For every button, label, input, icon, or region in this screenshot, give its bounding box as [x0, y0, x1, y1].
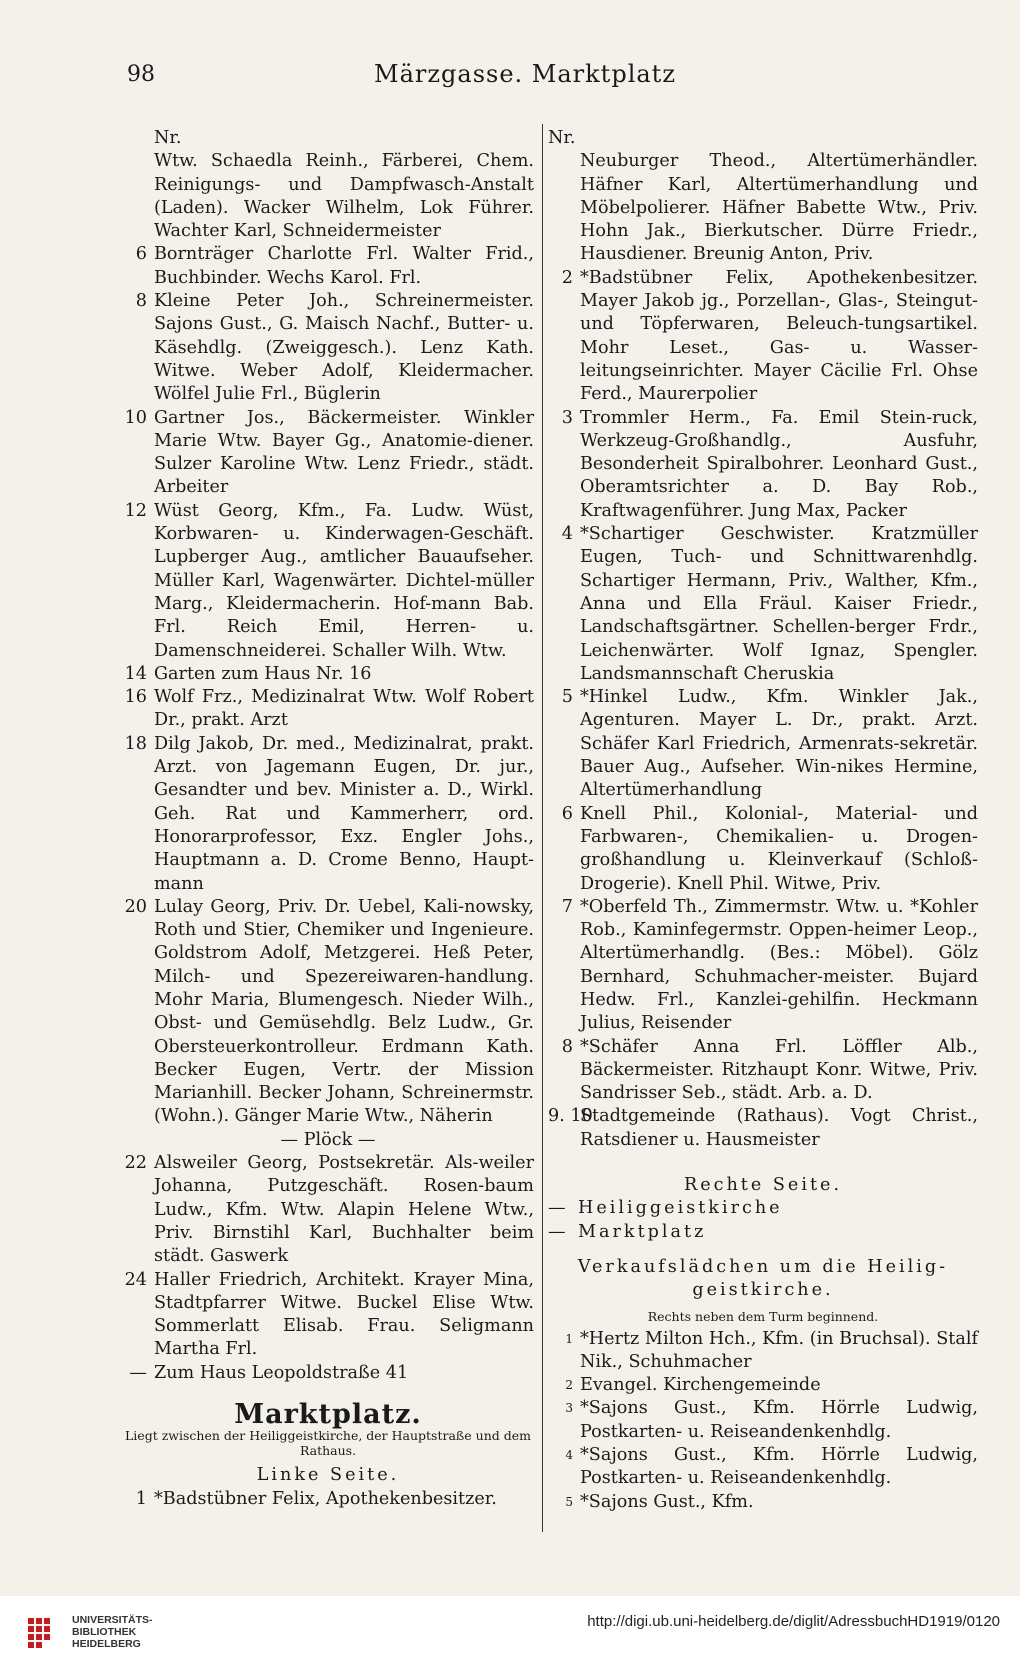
left-entries-2 [122, 1152, 534, 1385]
entry-row [122, 407, 534, 500]
page-number: 98 [127, 62, 155, 87]
house-number: 1 [135, 1488, 147, 1509]
house-number: 10 [124, 407, 147, 428]
entry-text: Haller Friedrich, Architekt. Krayer Mina, Stadtpfarrer Witwe. Buckel Elise Wtw. Sommerlatt Elisab. Frau. Seligmann Martha Frl. [154, 1269, 534, 1360]
entry-text: Wolf Frz., Medizinalrat Wtw. Wolf Robert Dr., prakt. Arzt [154, 687, 534, 731]
house-number: 18 [124, 733, 147, 754]
house-number: 6 [561, 803, 573, 824]
entry-row [122, 243, 534, 290]
marktplatz-heading: Marktplatz. [234, 1399, 422, 1431]
entry-text: Neuburger Theod., Altertümerhändler. Häfner Karl, Altertümerhandlung und Möbelpolierer. Häfner Babette Wtw., Priv. Hohn Jak., Bierkutscher. Dürre Friedr., Hausdiener. Breunig Anton, Priv. [580, 151, 978, 265]
house-number: 7 [561, 896, 573, 917]
entry-text: Wtw. Schaedla Reinh., Färberei, Chem. Reinigungs- und Dampfwasch-Anstalt (Laden). Wacker Wilhelm, Lok Führer. Wachter Karl, Schneidermeister [154, 151, 534, 242]
entry-row [122, 500, 534, 663]
verkauf-heading: Verkaufslädchen um die Heilig-geistkirche. [577, 1256, 949, 1301]
column-divider [542, 124, 543, 1532]
entry-text: Stadtgemeinde (Rathaus). Vogt Christ., Ratsdiener u. Hausmeister [580, 1106, 978, 1150]
footer-bar [0, 1596, 1020, 1671]
entry-text: *Hertz Milton Hch., Kfm. (in Bruchsal). Stalf Nik., Schuhmacher [580, 1328, 978, 1372]
entry-row [548, 267, 978, 407]
house-number: 22 [124, 1153, 147, 1174]
entry-text: Garten zum Haus Nr. 16 [154, 663, 372, 684]
entry-text: *Sajons Gust., Kfm. [580, 1491, 754, 1512]
entry-text: Knell Phil., Kolonial-, Material- und Farbwaren-, Chemikalien- u. Drogen-großhandlung u. Kleinverkauf (Schloß-Drogerie). Knell Phil. Witwe, Priv. [580, 803, 978, 894]
dash-row [548, 1221, 978, 1244]
entry-text: Kleine Peter Joh., Schreinermeister. Sajons Gust., G. Maisch Nachf., Butter- u. Käsehdlg. (Zweiggesch.). Lenz Kath. Witwe. Weber Adolf, Kleidermacher. Wölfel Julie Frl., Büglerin [154, 291, 534, 405]
entry-text: *Schäfer Anna Frl. Löffler Alb., Bäckermeister. Ritzhaupt Konr. Witwe, Priv. Sandrisser Seb., städt. Arb. a. D. [580, 1036, 978, 1104]
house-number: 8 [561, 1036, 573, 1057]
entry-text: Gartner Jos., Bäckermeister. Winkler Marie Wtw. Bayer Gg., Anatomie-diener. Sulzer Karoline Wtw. Lenz Friedr., städt. Arbeiter [154, 407, 534, 498]
entry-row [548, 896, 978, 1036]
house-number: 16 [124, 687, 147, 708]
house-number: 4 [561, 524, 573, 545]
entry-row [122, 1488, 534, 1511]
entry-row [548, 1036, 978, 1106]
entry-row [122, 733, 534, 896]
small-entries [548, 1328, 978, 1514]
house-number: 5 [561, 687, 573, 708]
entry-row [122, 1269, 534, 1362]
entry-text: *Schartiger Geschwister. Kratzmüller Eugen, Tuch- und Schnittwarenhdlg. Schartiger Hermann, Priv., Walther, Kfm., Anna und Ella Fräul. Kaiser Friedr., Landschaftsgärtner. Schellen-berger Frdr., Leichenwärter. Wolf Ignaz, Spengler. Landsmannschaft Cheruskia [580, 524, 978, 684]
entry-row [122, 896, 534, 1129]
entry-text: Zum Haus Leopoldstraße 41 [154, 1362, 409, 1383]
dash: — [548, 1221, 566, 1242]
entry-text: *Badstübner Felix, Apothekenbesitzer. Mayer Jakob jg., Porzellan-, Glas-, Steingut- und Töpferwaren, Beleuch-tungsartikel. Mohr Leset., Gas- u. Wasser-leitungseinrichter. Mayer Cäcilie Frl. Ohse Ferd., Maurerpolier [580, 267, 978, 405]
entry-text: Wüst Georg, Kfm., Fa. Ludw. Wüst, Korbwaren- u. Kinderwagen-Geschäft. Lupberger Aug., amtlicher Bauaufseher. Müller Karl, Wagenwärter. Dichtel-müller Marg., Kleidermacherin. Hof-mann Bab. Frl. Reich Emil, Herren- u. Damenschneiderei. Schaller Wilh. Wtw. [154, 500, 534, 661]
house-number [548, 150, 580, 266]
entry-row [122, 686, 534, 733]
entry-row [122, 663, 534, 686]
entry-row [548, 407, 978, 523]
right-entries [548, 150, 978, 1152]
marktplatz-label: Marktplatz [578, 1221, 707, 1242]
house-number: 12 [124, 500, 147, 521]
house-number: 2 [565, 1378, 573, 1393]
entry-text: *Oberfeld Th., Zimmermstr. Wtw. u. *Kohler Rob., Kaminfegermstr. Oppen-heimer Leop., Altertümerhandlg. (Bes.: Möbel). Gölz Bernhard, Schuhmacher-meister. Bujard Hedw. Frl., Kanzlei-gehilfin. Heckmann Julius, Reisender [580, 896, 978, 1034]
house-number: 14 [124, 663, 147, 684]
entry-text: *Badstübner Felix, Apothekenbesitzer. [154, 1488, 497, 1509]
house-number: 4 [565, 1448, 573, 1463]
entry-row [548, 523, 978, 686]
entry-text: Trommler Herm., Fa. Emil Stein-ruck, Werkzeug-Großhandlg., Ausfuhr, Besonderheit Spiralbohrer. Leonhard Gust., Oberamtsrichter a. D. Bay Rob., Kraftwagenführer. Jung Max, Packer [580, 407, 978, 521]
entry-row [122, 1362, 534, 1385]
house-number: 3 [561, 407, 573, 428]
house-number: 5 [565, 1494, 573, 1509]
dash: — [548, 1198, 566, 1219]
entry-text: Evangel. Kirchengemeinde [580, 1375, 821, 1396]
left-entries [122, 150, 534, 1128]
left-column [122, 127, 534, 1511]
entry-text: Lulay Georg, Priv. Dr. Uebel, Kali-nowsky, Roth und Stier, Chemiker und Ingenieure. Goldstrom Adolf, Metzgerei. Heß Peter, Milch- und Spezereiwaren-handlung. Mohr Maria, Blumengesch. Nieder Wilh., Obst- und Gemüsehdlg. Belz Ludw., Gr. Obersteuerkontrolleur. Erdmann Kath. Becker Eugen, Vertr. der Mission Marianhill. Becker Johann, Schreinermstr. (Wohn.). Gänger Marie Wtw., Näherin [154, 896, 534, 1127]
entry-text: *Sajons Gust., Kfm. Hörrle Ludwig, Postkarten- u. Reiseandenkenhdlg. [580, 1445, 978, 1489]
rechte-seite-heading: Rechte Seite. [683, 1175, 843, 1196]
house-number: 24 [124, 1269, 147, 1290]
linke-seite-heading: Linke Seite. [256, 1465, 400, 1486]
verkauf-subheading: Rechts neben dem Turm beginnend. [647, 1308, 879, 1324]
entry-row [548, 1105, 978, 1152]
entry-row [122, 290, 534, 406]
entry-row [122, 1152, 534, 1268]
entry-row [548, 1397, 978, 1444]
entry-text: *Sajons Gust., Kfm. Hörrle Ludwig, Postkarten- u. Reiseandenkenhdlg. [580, 1398, 978, 1442]
entry-row [122, 150, 534, 243]
page-title: Märzgasse. Marktplatz [374, 60, 676, 88]
ploeck-heading: — Plöck — [280, 1129, 376, 1150]
house-number: 20 [124, 896, 147, 917]
house-number: 1 [565, 1331, 573, 1346]
house-number [122, 150, 154, 243]
entry-text: Dilg Jakob, Dr. med., Medizinalrat, prakt. Arzt. von Jagemann Eugen, Dr. jur., Gesandter und bev. Minister a. D., Wirkl. Geh. Rat und Kammerherr, ord. Honorarprofessor, Exz. Engler Johs., Hauptmann a. D. Crome Benno, Haupt-mann [154, 733, 534, 894]
house-number: 3 [565, 1401, 573, 1416]
dash-row [548, 1197, 978, 1220]
nr-label: Nr. [154, 128, 182, 148]
entry-row [548, 1328, 978, 1375]
nr-label: Nr. [548, 128, 576, 148]
house-number: 6 [135, 244, 147, 265]
right-column [548, 127, 978, 1514]
entry-text: Bornträger Charlotte Frl. Walter Frid., Buchbinder. Wechs Karol. Frl. [154, 244, 534, 288]
entry-row [548, 1444, 978, 1491]
source-url[interactable]: http://digi.ub.uni-heidelberg.de/diglit/AdressbuchHD1919/0120 [587, 1613, 1000, 1630]
entry-row [548, 686, 978, 802]
house-number: 9. 10 [548, 1106, 593, 1127]
house-number: 2 [561, 267, 573, 288]
house-number: — [129, 1362, 147, 1383]
entry-row [548, 150, 978, 266]
house-number: 8 [135, 291, 147, 312]
entry-row [548, 1491, 978, 1514]
entry-text: Alsweiler Georg, Postsekretär. Als-weiler Johanna, Putzgeschäft. Rosen-baum Ludw., Kfm. Wtw. Alapin Helene Wtw., Priv. Birnstihl Karl, Buchhalter beim städt. Gaswerk [154, 1153, 534, 1267]
heiliggeistkirche-label: Heiliggeistkirche [578, 1198, 783, 1219]
library-name: UNIVERSITÄTS- BIBLIOTHEK HEIDELBERG [72, 1614, 153, 1650]
entry-text: *Hinkel Ludw., Kfm. Winkler Jak., Agenturen. Mayer L. Dr., prakt. Arzt. Schäfer Karl Friedrich, Armenrats-sekretär. Bauer Aug., Aufseher. Win-nikes Hermine, Altertümerhandlung [580, 687, 978, 801]
entry-row [548, 1374, 978, 1397]
marktplatz-description: Liegt zwischen der Heiliggeistkirche, der Hauptstraße und dem Rathaus. [125, 1428, 531, 1459]
entry-row [548, 803, 978, 896]
